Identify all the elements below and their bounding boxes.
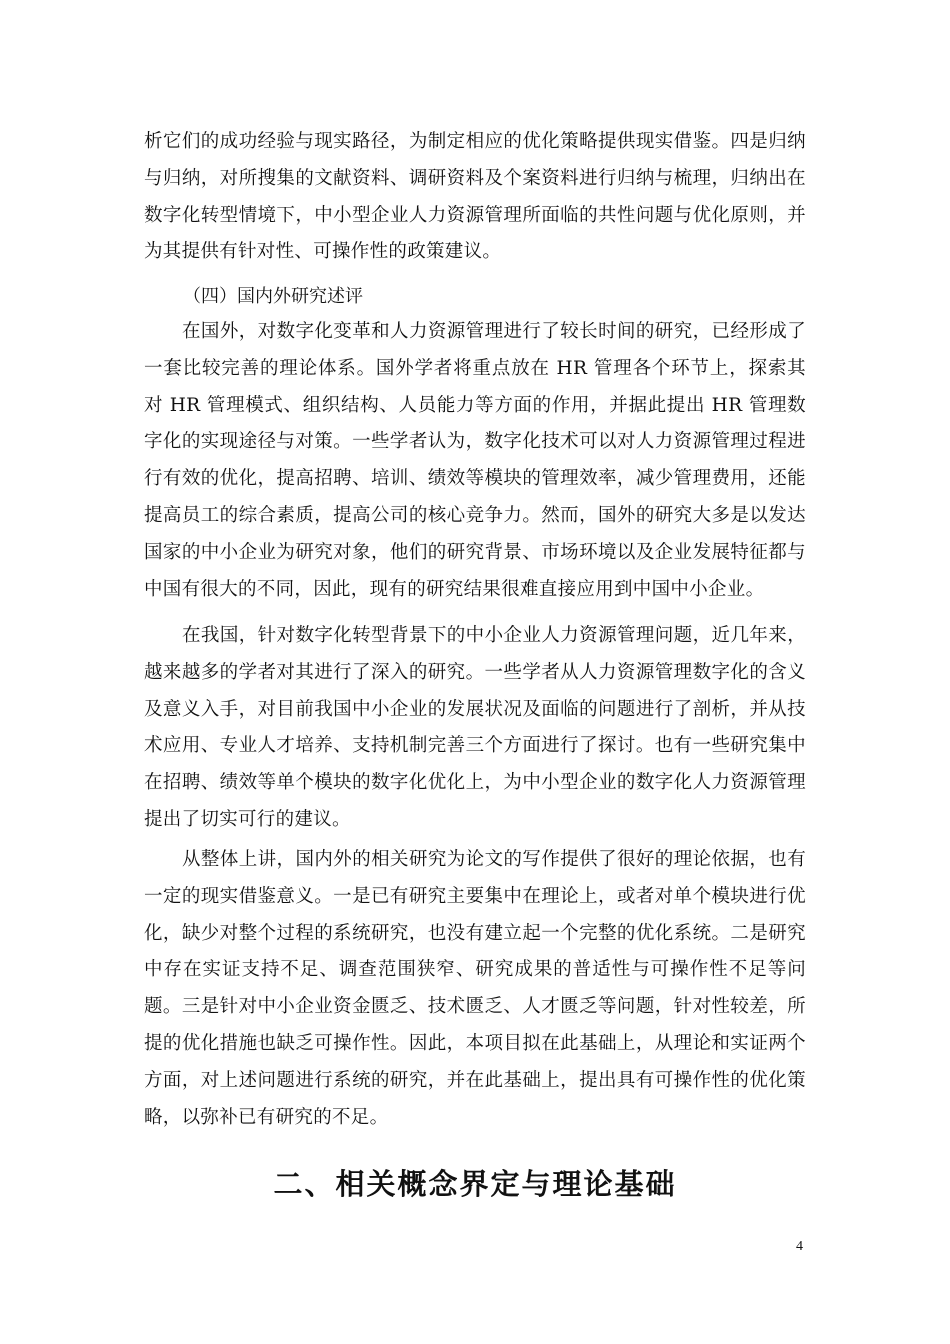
paragraph-foreign-research: 在国外，对数字化变革和人力资源管理进行了较长时间的研究，已经形成了一套比较完善的理论体系。国外学者将重点放在 HR 管理各个环节上，探索其对 HR 管理模式、组织结构、人员能力等方面的作用，并据此提出 HR 管理数字化的实现途径与对策。一些学者认为，数字化技术可以对人力资源管理过程进行有效的优化，提高招聘、培训、绩效等模块的管理效率，减少管理费用，还能提高员工的综合素质，提高公司的核心竞争力。然而，国外的研究大多是以发达国家的中小企业为研究对象，他们的研究背景、市场环境以及企业发展特征都与中国有很大的不同，因此，现有的研究结果很难直接应用到中国中小企业。 <box>144 321 806 600</box>
page-number: 4 <box>796 1239 803 1254</box>
chapter-title: 二、相关概念界定与理论基础 <box>273 1167 677 1201</box>
paragraph-overall-review: 从整体上讲，国内外的相关研究为论文的写作提供了很好的理论依据，也有一定的现实借鉴意义。一是已有研究主要集中在理论上，或者对单个模块进行优化，缺少对整个过程的系统研究，也没有建立起一个完整的优化系统。二是研究中存在实证支持不足、调查范围狭窄、研究成果的普适性与可操作性不足等问题。三是针对中小企业资金匮乏、技术匮乏、人才匮乏等问题，针对性较差，所提的优化措施也缺乏可操作性。因此，本项目拟在此基础上，从理论和实证两个方面，对上述问题进行系统的研究，并在此基础上，提出具有可操作性的优化策略，以弥补已有研究的不足。 <box>144 849 806 1128</box>
paragraph-domestic-research: 在我国，针对数字化转型背景下的中小企业人力资源管理问题，近几年来，越来越多的学者对其进行了深入的研究。一些学者从人力资源管理数字化的含义及意义入手，对目前我国中小企业的发展状况及面临的问题进行了剖析，并从技术应用、专业人才培养、支持机制完善三个方面进行了探讨。也有一些研究集中在招聘、绩效等单个模块的数字化优化上，为中小型企业的数字化人力资源管理提出了切实可行的建议。 <box>144 625 806 830</box>
section-heading-literature-review: （四）国内外研究述评 <box>183 286 363 307</box>
paragraph-research-methods-continued: 析它们的成功经验与现实路径，为制定相应的优化策略提供现实借鉴。四是归纳与归纳，对所搜集的文献资料、调研资料及个案资料进行归纳与梳理，归纳出在数字化转型情境下，中小型企业人力资源管理所面临的共性问题与优化原则，并为其提供有针对性、可操作性的政策建议。 <box>144 131 806 263</box>
